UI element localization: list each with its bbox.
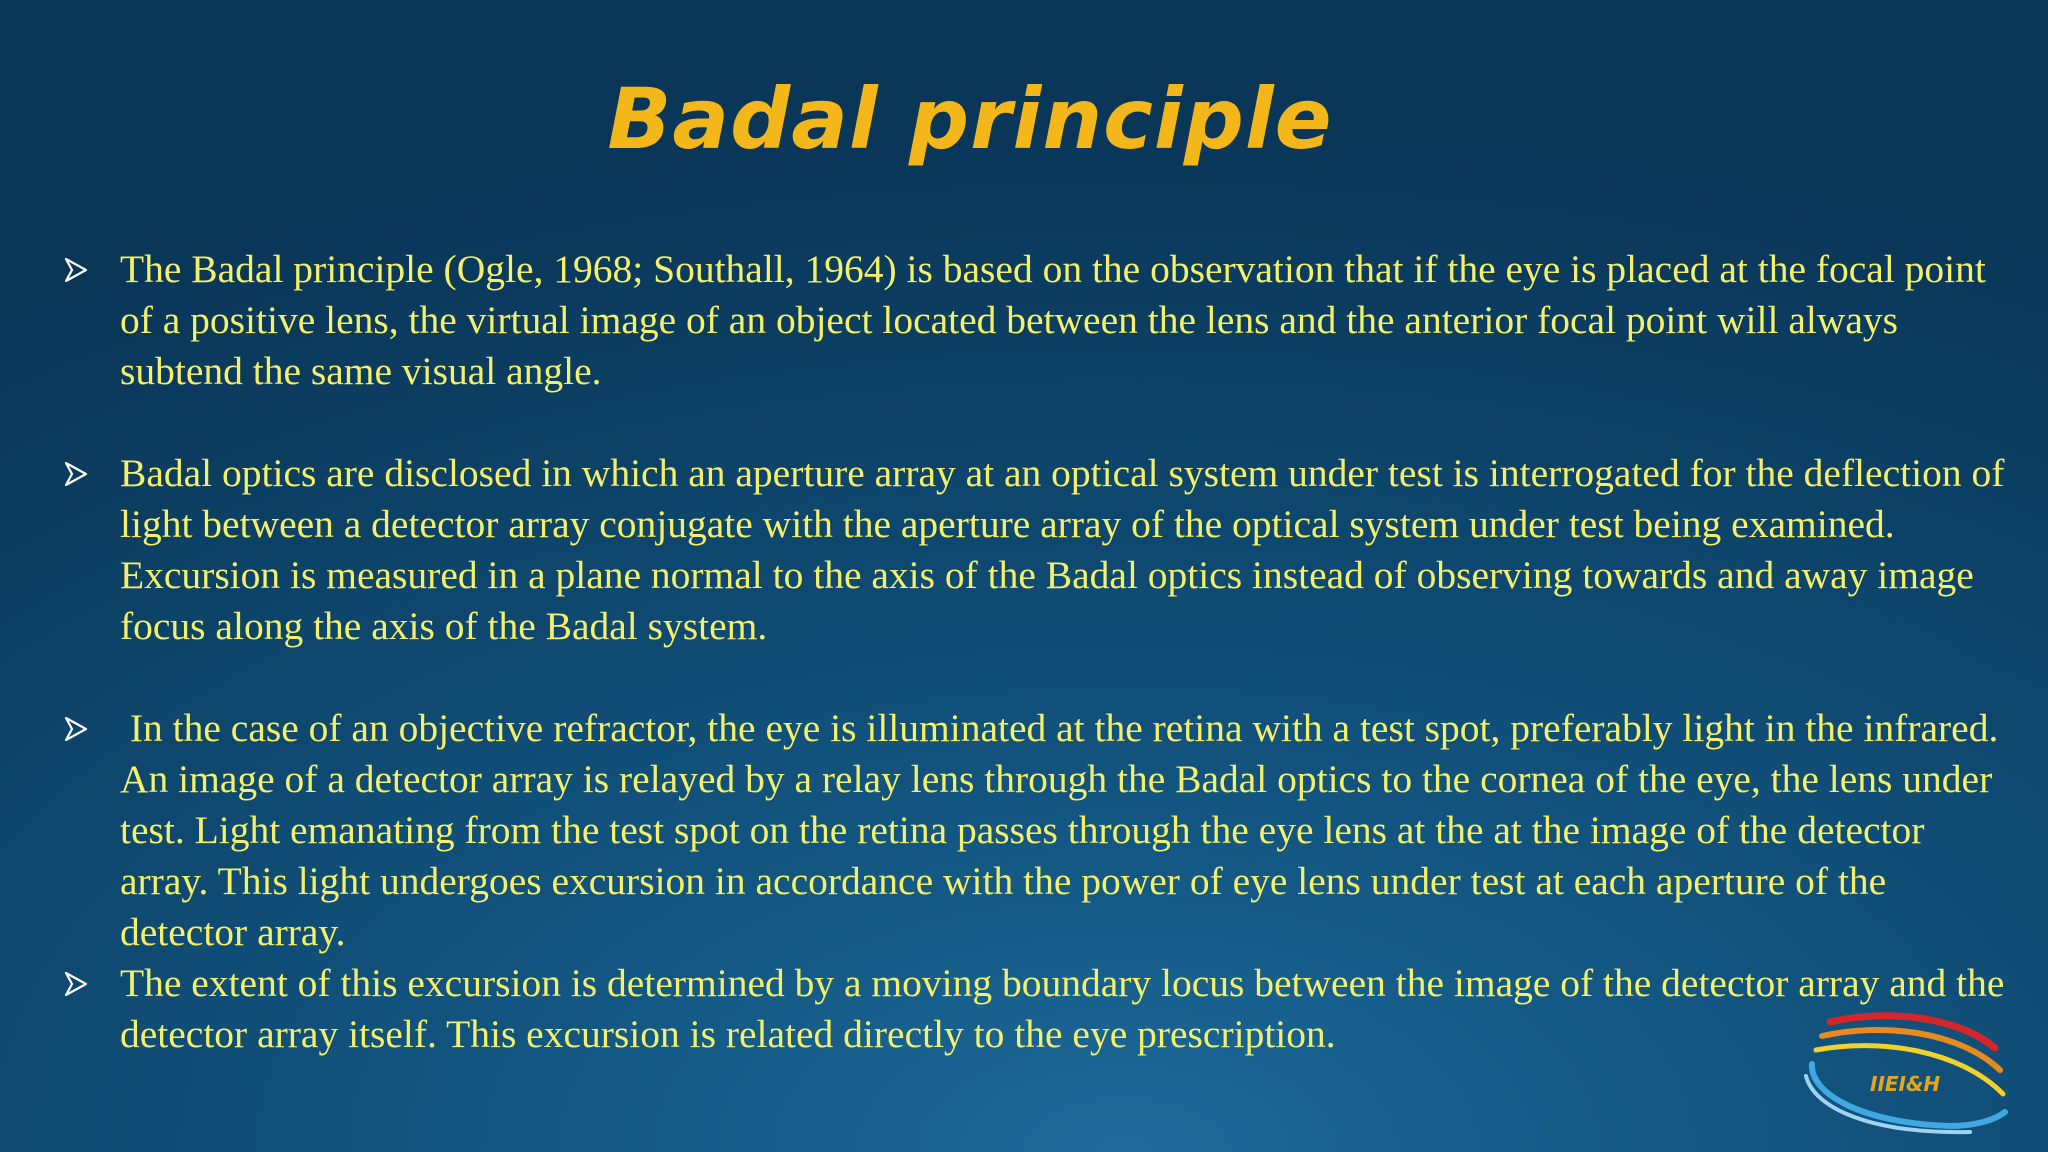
bullet-text: In the case of an objective refractor, the eye is illuminated at the retina with a test spot, preferably light in the infrared. An image of a detector array is relayed by a relay lens through the Badal optics to the cornea of the eye, the lens under test. Light emanating from the test spot on the retina passes through the eye lens at the at the image of the detector array. This light undergoes excursion in accordance with the power of eye lens under test at each aperture of the detector array. [120, 706, 2007, 954]
arrow-bullet-icon [64, 258, 88, 282]
logo-text: IIEI&H [1870, 1072, 1941, 1096]
bullet-text: The extent of this excursion is determined by a moving boundary locus between the image of the detector array and the detector array itself. This excursion is related directly to the eye prescription. [120, 961, 2005, 1056]
bullet-item [62, 958, 2012, 1060]
bullet-list [62, 244, 2012, 1060]
bullet-text: Badal optics are disclosed in which an aperture array at an optical system under test is interrogated for the deflection of light between a detector array conjugate with the aperture array of the optical system under test being examined. Excursion is measured in a plane normal to the axis of the Badal optics instead of observing towards and away image focus along the axis of the Badal system. [120, 451, 2005, 648]
bullet-item [62, 703, 2012, 958]
arrow-bullet-icon [64, 972, 88, 996]
bullet-item [62, 448, 2012, 652]
bullet-item [62, 244, 2012, 397]
arrow-bullet-icon [64, 462, 88, 486]
bullet-text: The Badal principle (Ogle, 1968; Southall, 1964) is based on the observation that if the eye is placed at the focal point of a positive lens, the virtual image of an object located between the lens and the anterior focal point will always subtend the same visual angle. [120, 247, 1986, 393]
slide-title: Badal principle [607, 70, 1333, 168]
arrow-bullet-icon [64, 717, 88, 741]
